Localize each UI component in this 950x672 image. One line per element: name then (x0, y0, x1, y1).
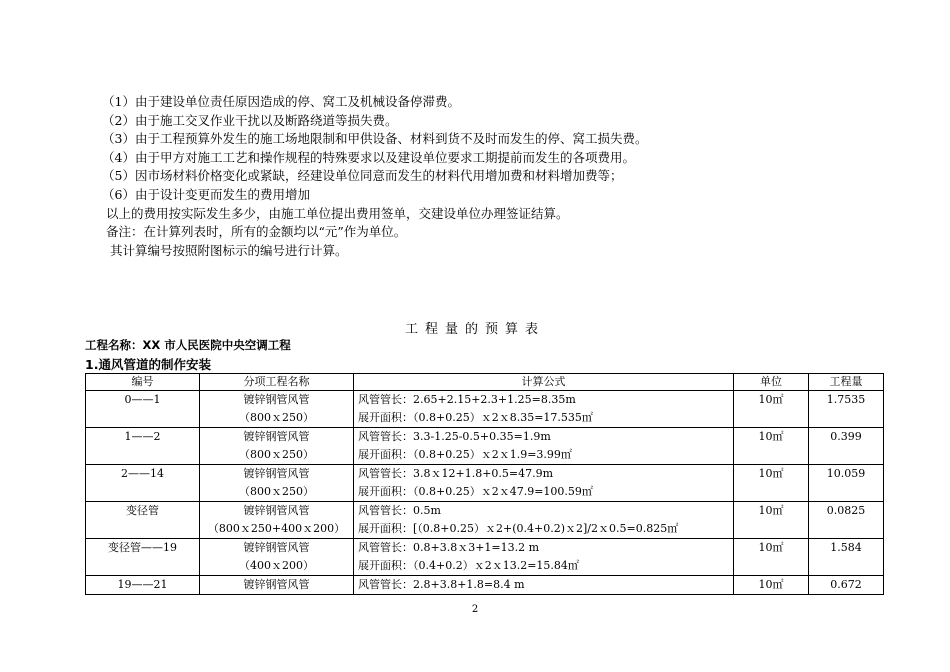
paragraph-line: （4）由于甲方对施工工艺和操作规程的特殊要求以及建设单位要求工期提前而发生的各项费用。 (102, 149, 635, 165)
row-quantity: 1.584 (809, 539, 884, 576)
row-name-cell (200, 576, 354, 595)
row-formula-cell (354, 576, 734, 595)
header-unit: 单位 (734, 374, 809, 391)
table-row (86, 428, 884, 465)
row-unit: 10㎡ (734, 576, 809, 595)
intro-paragraphs (102, 93, 902, 260)
row-quantity: 0.0825 (809, 502, 884, 539)
row-formula-area: 展开面积：（0.8+0.25）ｘ2ｘ47.9=100.59㎡ (358, 485, 593, 498)
row-code: 0——1 (86, 391, 200, 428)
table-row (86, 576, 884, 595)
note-line: 备注：在计算列表时，所有的金额均以“元”作为单位。 (106, 224, 407, 240)
row-name-cell (200, 465, 354, 502)
row-formula-cell (354, 502, 734, 539)
row-name: 镀锌钢管风管 (243, 430, 310, 443)
header-item-name: 分项工程名称 (200, 374, 354, 391)
row-size: （800ｘ250+400ｘ200） (207, 522, 346, 535)
row-quantity: 1.7535 (809, 391, 884, 428)
row-formula-cell (354, 539, 734, 576)
row-formula-length: 风管管长：2.8+3.8+1.8=8.4 m (358, 578, 525, 591)
quantity-table (85, 373, 884, 595)
row-name: 镀锌钢管风管 (243, 467, 310, 480)
row-quantity: 10.059 (809, 465, 884, 502)
row-code: 2——14 (86, 465, 200, 502)
row-quantity: 0.672 (809, 576, 884, 595)
row-formula-cell (354, 465, 734, 502)
table-header-row (86, 374, 884, 391)
row-name: 镀锌钢管风管 (243, 504, 310, 517)
table-row (86, 539, 884, 576)
header-quantity: 工程量 (809, 374, 884, 391)
row-code: 1——2 (86, 428, 200, 465)
row-formula-length: 风管管长：0.5m (358, 504, 441, 517)
row-unit: 10㎡ (734, 391, 809, 428)
row-name-cell (200, 502, 354, 539)
row-unit: 10㎡ (734, 502, 809, 539)
page-number: 2 (471, 604, 479, 615)
paragraph-line: （3）由于工程预算外发生的施工场地限制和甲供设备、材料到货不及时而发生的停、窝工损失费。 (102, 131, 648, 147)
row-formula-area: 展开面积：[（0.8+0.25）ｘ2+(0.4+0.2)ｘ2]/2ｘ0.5=0.825㎡ (358, 522, 679, 535)
row-formula-length: 风管管长：0.8+3.8ｘ3+1=13.2 m (358, 541, 540, 554)
table-row (86, 465, 884, 502)
row-name: 镀锌钢管风管 (243, 578, 310, 591)
row-code: 变径管——19 (86, 539, 200, 576)
row-name-cell (200, 391, 354, 428)
row-name-cell (200, 428, 354, 465)
row-quantity: 0.399 (809, 428, 884, 465)
table-row (86, 502, 884, 539)
row-code: 变径管 (86, 502, 200, 539)
paragraph-line: （1）由于建设单位责任原因造成的停、窝工及机械设备停滞费。 (102, 94, 460, 109)
row-name-cell (200, 539, 354, 576)
row-formula-length: 风管管长：3.3-1.25-0.5+0.35=1.9m (358, 430, 551, 443)
paragraph-line: （6）由于设计变更而发生的费用增加 (102, 186, 310, 202)
header-code: 编号 (86, 374, 200, 391)
paragraph-line: （2）由于施工交叉作业干扰以及断路绕道等损失费。 (102, 112, 398, 128)
row-unit: 10㎡ (734, 465, 809, 502)
row-code: 19——21 (86, 576, 200, 595)
row-formula-area: 展开面积：（0.8+0.25）ｘ2ｘ8.35=17.535㎡ (358, 411, 593, 424)
row-name: 镀锌钢管风管 (243, 393, 310, 406)
row-formula-length: 风管管长：3.8ｘ12+1.8+0.5=47.9m (358, 467, 554, 480)
row-formula-length: 风管管长：2.65+2.15+2.3+1.25=8.35m (358, 393, 576, 406)
row-formula-area: 展开面积：（0.4+0.2）ｘ2ｘ13.2=15.84㎡ (358, 559, 579, 572)
table-title: 工程量的预算表 (404, 322, 545, 337)
row-name: 镀锌钢管风管 (243, 541, 310, 554)
section-title: 1.通风管道的制作安装 (85, 357, 211, 372)
row-size: （800ｘ250） (239, 411, 314, 424)
paragraph-line: 以上的费用按实际发生多少，由施工单位提出费用签单，交建设单位办理签证结算。 (106, 205, 569, 221)
paragraph-line: （5）因市场材料价格变化或紧缺，经建设单位同意而发生的材料代用增加费和材料增加费等； (102, 168, 623, 184)
row-unit: 10㎡ (734, 539, 809, 576)
paragraph-line: 其计算编号按照附图标示的编号进行计算。 (110, 242, 348, 258)
row-unit: 10㎡ (734, 428, 809, 465)
row-size: （400ｘ200） (239, 559, 314, 572)
row-formula-cell (354, 391, 734, 428)
row-formula-cell (354, 428, 734, 465)
row-size: （800ｘ250） (239, 448, 314, 461)
row-size: （800ｘ250） (239, 485, 314, 498)
row-formula-area: 展开面积：（0.8+0.25）ｘ2ｘ1.9=3.99㎡ (358, 448, 572, 461)
header-formula: 计算公式 (354, 374, 734, 391)
table-row (86, 391, 884, 428)
project-name: 工程名称：XX 市人民医院中央空调工程 (85, 338, 291, 352)
